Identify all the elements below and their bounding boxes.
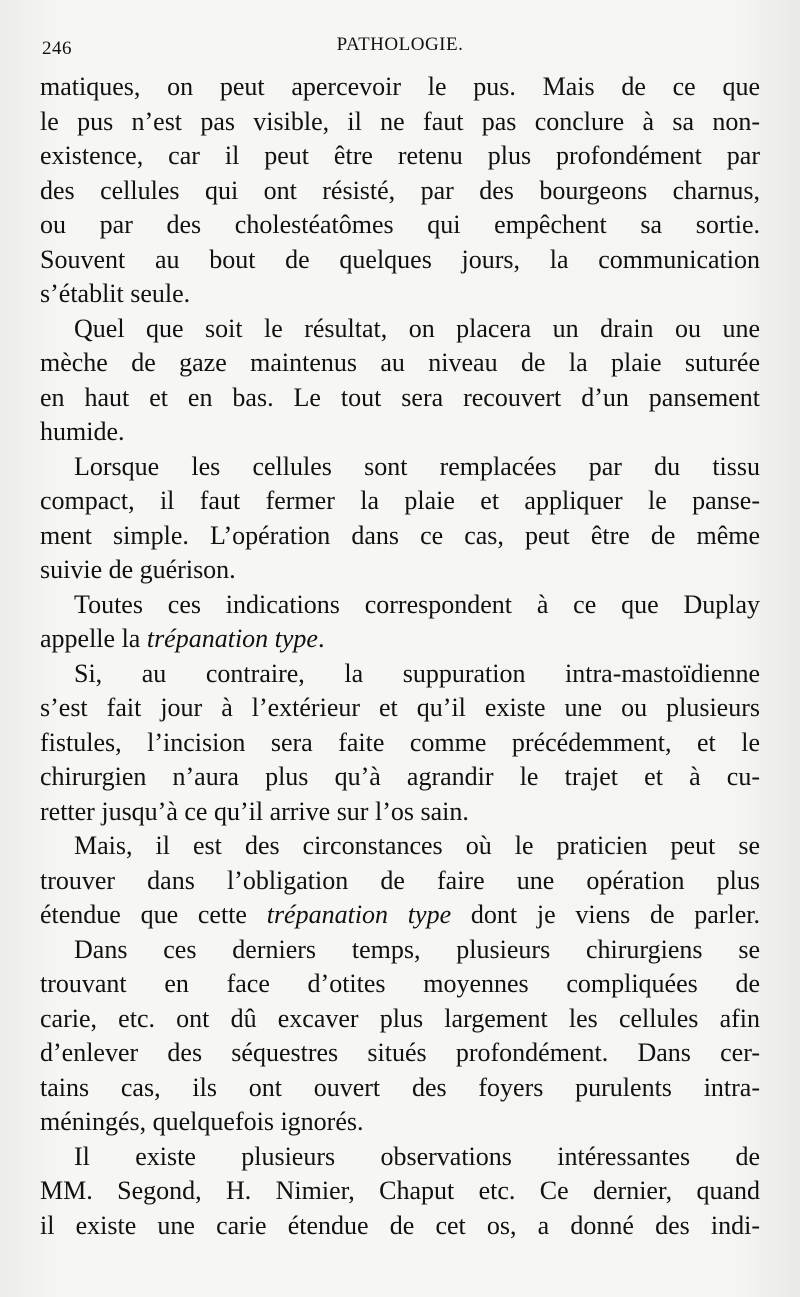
text-line bbox=[40, 381, 760, 416]
text-segment: carie, etc. ont dû excaver plus largement les cellules afin bbox=[40, 1003, 760, 1033]
italic-text: trépanation type bbox=[146, 624, 318, 653]
text-segment: suivie de guérison. bbox=[40, 555, 236, 584]
text-segment: Quel que soit le résultat, on placera un drain ou une bbox=[74, 313, 760, 343]
text-segment: chirurgien n’aura plus qu’à agrandir le trajet et à cu- bbox=[40, 762, 760, 791]
text-line bbox=[40, 967, 760, 1002]
text-line bbox=[40, 898, 760, 933]
text-line bbox=[40, 484, 760, 519]
text-line bbox=[40, 1174, 760, 1209]
text-segment: étendue que cette bbox=[40, 900, 267, 929]
text-segment: s’établit seule. bbox=[40, 279, 191, 308]
text-segment: existence, car il peut être retenu plus profondément par bbox=[40, 141, 760, 170]
text-line bbox=[40, 795, 760, 830]
text-segment: ment simple. L’opération dans ce cas, peut être de même bbox=[40, 520, 760, 550]
text-segment: Mais, il est des circonstances où le praticien peut se bbox=[74, 831, 760, 860]
text-line bbox=[40, 70, 760, 105]
running-head bbox=[40, 26, 760, 70]
text-segment: s’est fait jour à l’extérieur et qu’il existe une ou plusieurs bbox=[40, 693, 760, 722]
page-number: 246 bbox=[42, 38, 72, 59]
text-segment: appelle la bbox=[40, 624, 147, 653]
text-segment: il existe une carie étendue de cet os, a donné des indi- bbox=[40, 1210, 760, 1240]
text-segment: Dans ces derniers temps, plusieurs chirurgiens se bbox=[74, 934, 760, 964]
text-segment: le pus n’est pas visible, il ne faut pas conclure à sa non- bbox=[40, 106, 760, 136]
text-line bbox=[40, 1209, 760, 1244]
text-line bbox=[40, 243, 760, 278]
text-line bbox=[40, 105, 760, 140]
text-segment: trouver dans l’obligation de faire une opération plus bbox=[40, 865, 760, 895]
text-segment: MM. Segond, H. Nimier, Chaput etc. Ce dernier, quand bbox=[40, 1176, 760, 1205]
text-line bbox=[40, 139, 760, 174]
text-line bbox=[40, 415, 760, 450]
text-line bbox=[40, 208, 760, 243]
text-line bbox=[40, 346, 760, 381]
text-segment: dont je viens de parler. bbox=[451, 900, 760, 929]
text-line bbox=[40, 588, 760, 623]
text-line bbox=[40, 622, 760, 657]
text-line bbox=[40, 277, 760, 312]
text-segment: des cellules qui ont résisté, par des bourgeons charnus, bbox=[40, 175, 760, 205]
text-segment: matiques, on peut apercevoir le pus. Mais de ce que bbox=[40, 72, 760, 101]
text-line bbox=[40, 553, 760, 588]
text-line bbox=[40, 1071, 760, 1106]
italic-text: trépanation type bbox=[266, 900, 452, 929]
text-segment: . bbox=[317, 624, 325, 653]
text-line bbox=[40, 933, 760, 968]
text-line bbox=[40, 1105, 760, 1140]
text-segment: tains cas, ils ont ouvert des foyers purulents intra- bbox=[40, 1072, 760, 1102]
text-line bbox=[40, 174, 760, 209]
text-segment: d’enlever des séquestres situés profondément. Dans cer- bbox=[40, 1038, 760, 1067]
text-line bbox=[40, 1036, 760, 1071]
text-segment: humide. bbox=[40, 417, 125, 446]
text-line bbox=[40, 519, 760, 554]
text-segment: Il existe plusieurs observations intéressantes de bbox=[74, 1141, 760, 1171]
text-line bbox=[40, 864, 760, 899]
text-line bbox=[40, 450, 760, 485]
text-segment: fistules, l’incision sera faite comme précédemment, et le bbox=[40, 727, 760, 757]
text-line bbox=[40, 691, 760, 726]
text-segment: Toutes ces indications correspondent à ce que Duplay bbox=[74, 589, 760, 619]
text-line bbox=[40, 760, 760, 795]
text-segment: ou par des cholestéatômes qui empêchent sa sortie. bbox=[40, 210, 760, 239]
text-line bbox=[40, 726, 760, 761]
text-segment: retter jusqu’à ce qu’il arrive sur l’os sain. bbox=[40, 796, 469, 826]
body-text bbox=[40, 70, 760, 1243]
text-segment: méningés, quelquefois ignorés. bbox=[40, 1107, 364, 1136]
text-segment: trouvant en face d’otites moyennes compliquées de bbox=[40, 969, 760, 998]
text-line bbox=[40, 1002, 760, 1037]
text-segment: en haut et en bas. Le tout sera recouvert d’un pansement bbox=[40, 382, 760, 412]
text-segment: compact, il faut fermer la plaie et appliquer le panse- bbox=[40, 486, 760, 515]
text-line bbox=[40, 312, 760, 347]
text-segment: Souvent au bout de quelques jours, la communication bbox=[40, 244, 760, 274]
text-segment: Lorsque les cellules sont remplacées par du tissu bbox=[74, 451, 760, 481]
text-line bbox=[40, 829, 760, 864]
text-segment: Si, au contraire, la suppuration intra-mastoïdienne bbox=[74, 658, 760, 688]
text-line bbox=[40, 1140, 760, 1175]
running-title: PATHOLOGIE. bbox=[336, 34, 464, 55]
text-segment: mèche de gaze maintenus au niveau de la plaie suturée bbox=[40, 348, 760, 377]
text-line bbox=[40, 657, 760, 692]
